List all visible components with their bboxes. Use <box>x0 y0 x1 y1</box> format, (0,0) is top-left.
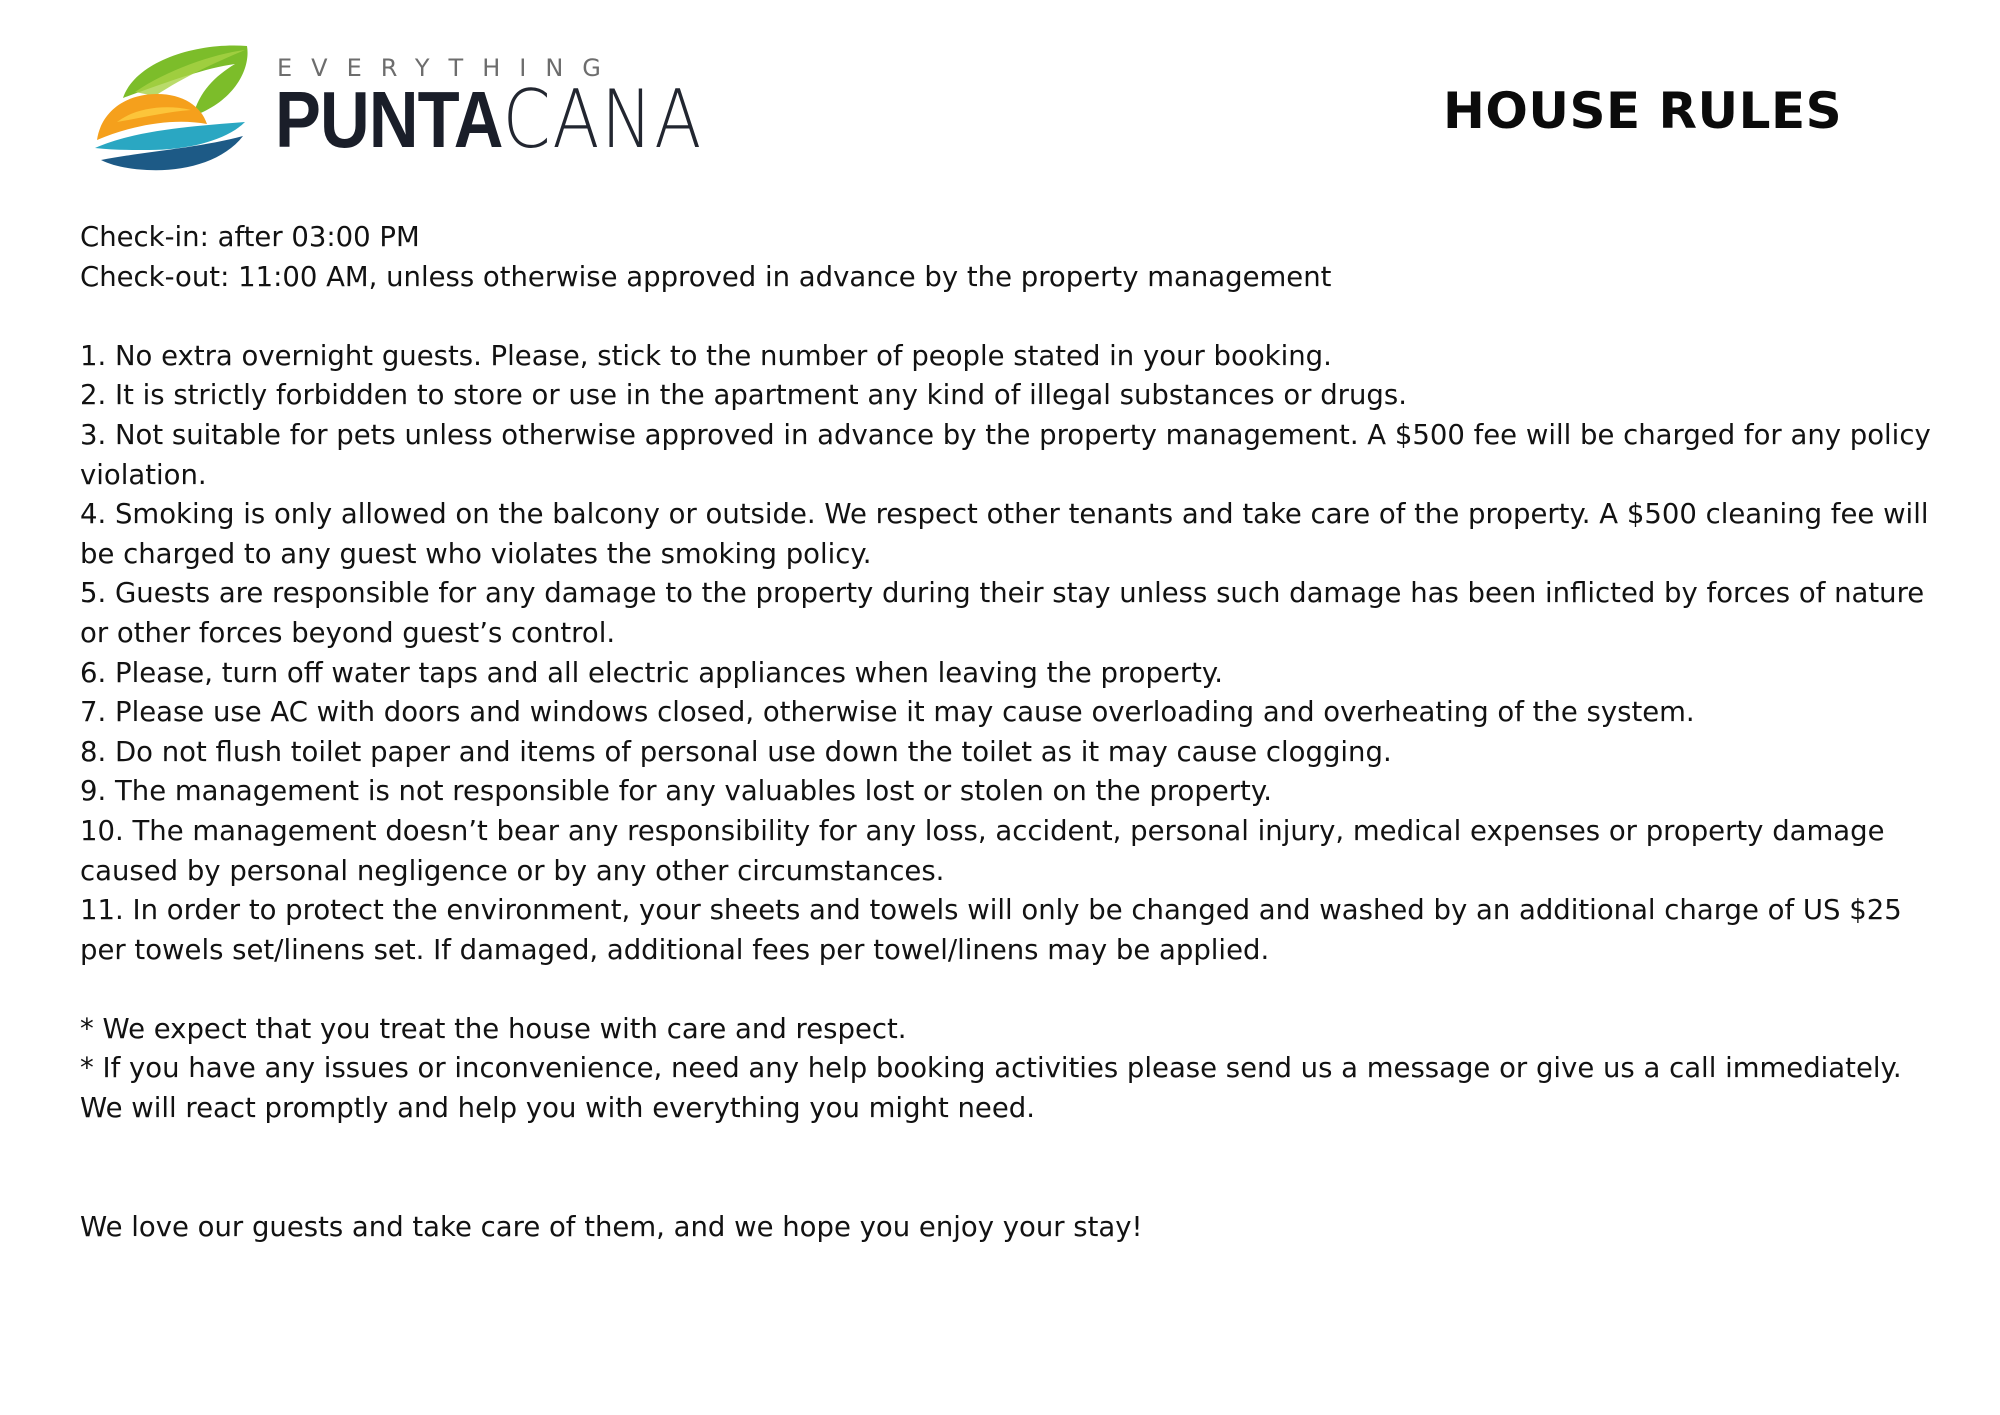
rule-10: 10. The management doesn’t bear any responsibility for any loss, accident, personal injury, medical expenses or property damage caused by personal negligence or by any other circumstances. <box>80 814 1885 887</box>
logo-mark-icon <box>95 40 255 175</box>
rule-9: 9. The management is not responsible for any valuables lost or stolen on the property. <box>80 775 1272 808</box>
rules-body <box>80 218 1935 1247</box>
rule-6: 6. Please, turn off water taps and all electric appliances when leaving the property. <box>80 656 1224 689</box>
rule-11: 11. In order to protect the environment, your sheets and towels will only be changed and washed by an additional charge of US $25 per towels set/linens set. If damaged, additional fees per towel/linens may be applied. <box>80 894 1902 966</box>
rule-3: 3. Not suitable for pets unless otherwise approved in advance by the property management. A $500 fee will be charged for any policy violation. <box>80 418 1931 491</box>
note-care: * We expect that you treat the house with care and respect. <box>80 1012 907 1045</box>
rule-1: 1. No extra overnight guests. Please, stick to the number of people stated in your booking. <box>80 339 1332 372</box>
rule-7: 7. Please use AC with doors and windows closed, otherwise it may cause overloading and overheating of the system. <box>80 696 1695 729</box>
closing-line: We love our guests and take care of them, and we hope you enjoy your stay! <box>80 1210 1143 1243</box>
rule-5: 5. Guests are responsible for any damage to the property during their stay unless such damage has been inflicted by forces of nature or other forces beyond guest’s control. <box>80 577 1925 649</box>
logo-wordmark <box>275 73 704 166</box>
logo-wordmark-strong: PUNTA <box>275 75 503 164</box>
spacer <box>80 970 1935 1010</box>
page-title: HOUSE RULES <box>1443 82 1843 140</box>
spacer <box>80 1129 1935 1208</box>
check-out-line: Check-out: 11:00 AM, unless otherwise approved in advance by the property management <box>80 260 1332 293</box>
check-in-line: Check-in: after 03:00 PM <box>80 221 420 253</box>
everything-punta-cana-logo <box>95 40 704 175</box>
spacer <box>80 297 1935 337</box>
note-contact: * If you have any issues or inconvenience, need any help booking activities please send us a message or give us a call immediately. We will react promptly and help you with everything you might need. <box>80 1052 1902 1125</box>
logo-tagline: EVERYTHING <box>277 54 620 82</box>
rule-8: 8. Do not flush toilet paper and items of personal use down the toilet as it may cause clogging. <box>80 735 1392 768</box>
rule-4: 4. Smoking is only allowed on the balcony or outside. We respect other tenants and take care of the property. A $500 cleaning fee will be charged to any guest who violates the smoking policy. <box>80 498 1929 570</box>
rule-2: 2. It is strictly forbidden to store or use in the apartment any kind of illegal substances or drugs. <box>80 379 1407 412</box>
logo-wordmark-light: CANA <box>502 73 704 166</box>
